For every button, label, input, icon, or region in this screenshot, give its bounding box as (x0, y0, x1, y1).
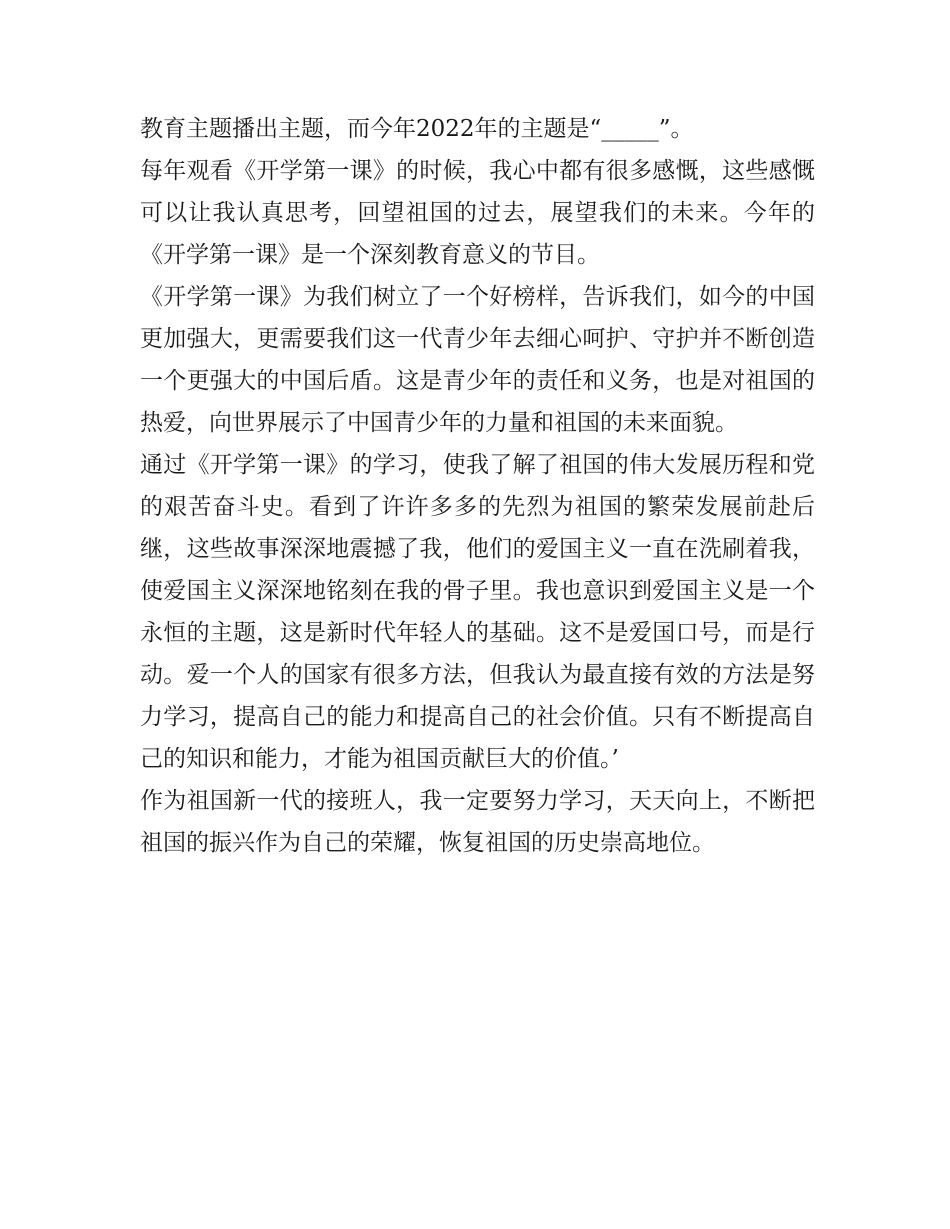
paragraph-theme-intro: 教育主题播出主题，而今年2022年的主题是“_____”。 (140, 116, 694, 142)
paragraph-patriotism: 通过《开学第一课》的学习，使我了解了祖国的伟大发展历程和党的艰苦奋斗史。看到了许许多多的先烈为祖国的繁荣发展前赴后继，这些故事深深地震撼了我，他们的爱国主义一直在洗刷着我，使爱国主义深深地铭刻在我的骨子里。我也意识到爱国主义是一个永恒的主题，这是新时代年轻人的基础。这不是爱国口号，而是行动。爱一个人的国家有很多方法，但我认为最直接有效的方法是努力学习，提高自己的能力和提高自己的社会价值。只有不断提高自己的知识和能力，才能为祖国贡献巨大的价值。’ (140, 452, 815, 772)
paragraph-reflection: 每年观看《开学第一课》的时候，我心中都有很多感慨，这些感慨可以让我认真思考，回望祖国的过去，展望我们的未来。今年的《开学第一课》是一个深刻教育意义的节目。 (140, 158, 815, 268)
paragraph-conclusion: 作为祖国新一代的接班人，我一定要努力学习，天天向上，不断把祖国的振兴作为自己的荣耀，恢复祖国的历史崇高地位。 (140, 788, 815, 856)
document-body (140, 108, 815, 864)
paragraph-role-model: 《开学第一课》为我们树立了一个好榜样，告诉我们，如今的中国更加强大，更需要我们这一代青少年去细心呵护、守护并不断创造一个更强大的中国后盾。这是青少年的责任和义务，也是对祖国的热爱，向世界展示了中国青少年的力量和祖国的未来面貌。 (140, 284, 815, 436)
